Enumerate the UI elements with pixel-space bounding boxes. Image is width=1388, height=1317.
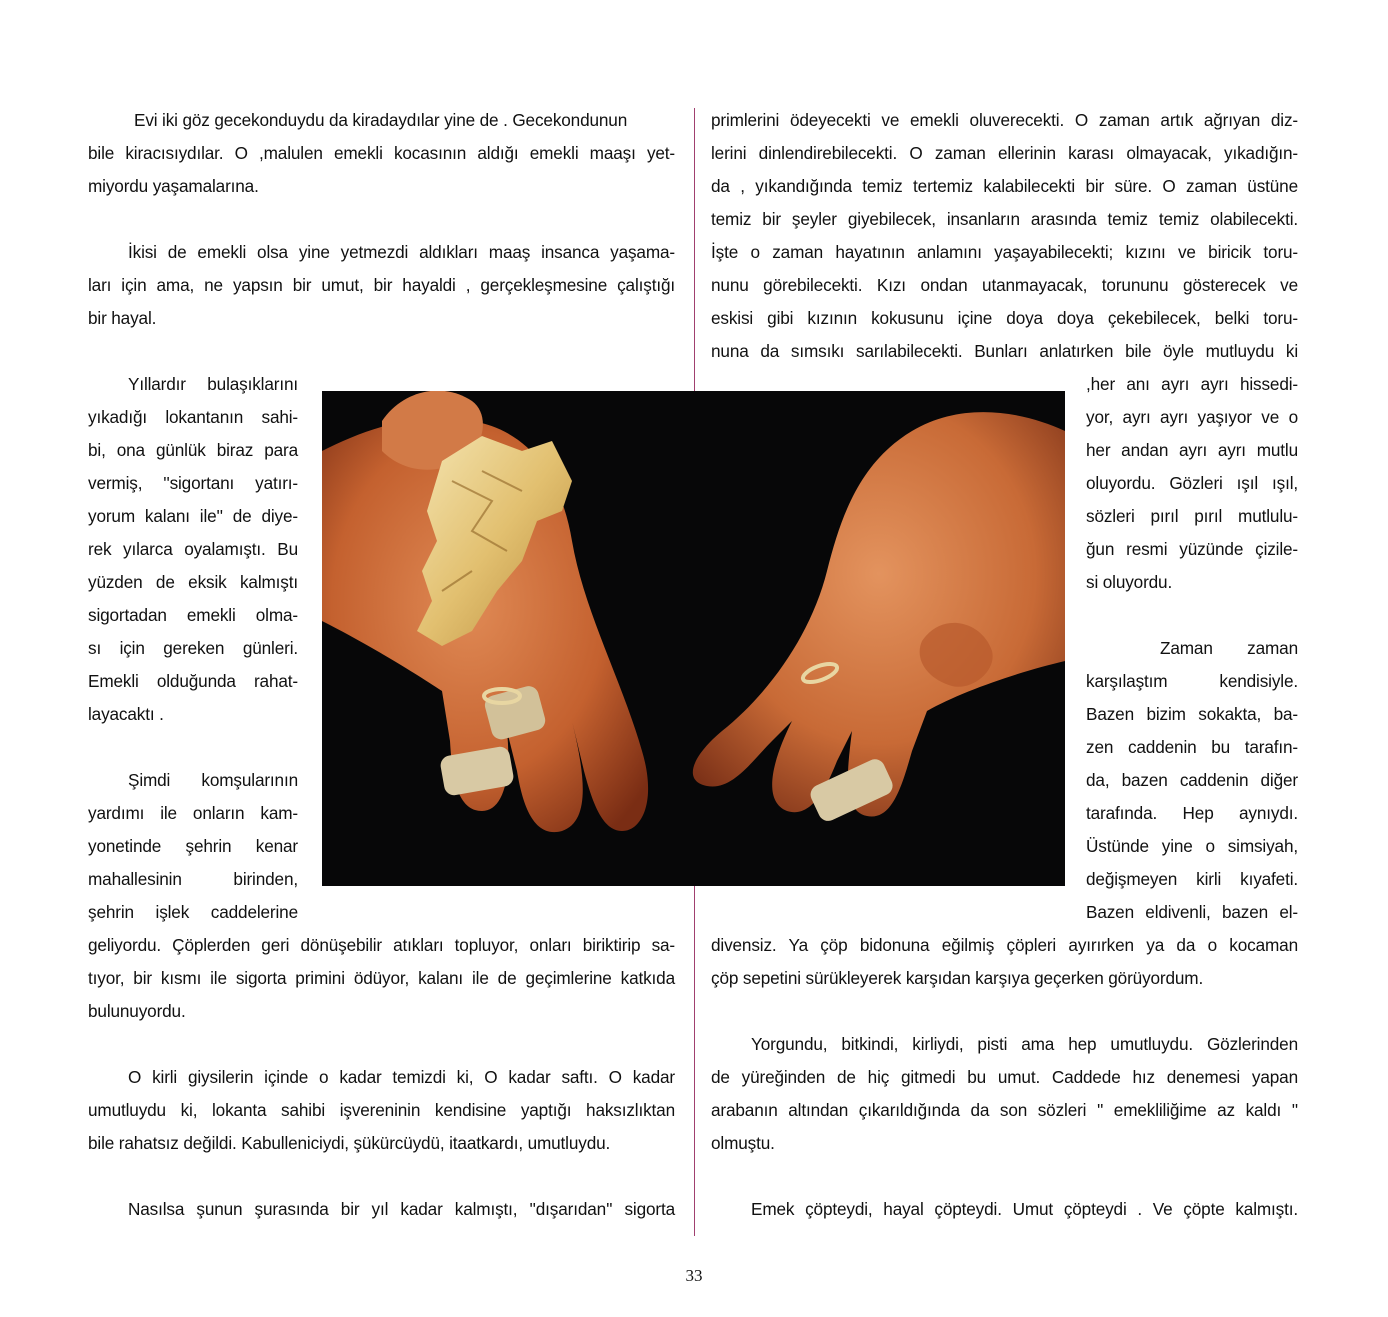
text-line: nuna da sımsıkı sarılabilecekti. Bunları anlatırken bile öyle mutluydu ki	[711, 341, 1298, 361]
text-line: de yüreğinden de hiç gitmedi bu umut. Caddede hız denemesi yapan	[711, 1067, 1298, 1087]
text-line: bile rahatsız değildi. Kabulleniciydi, şükürcüydü, itaatkardı, umutluydu.	[88, 1133, 611, 1153]
text-line: yıkadığı lokantanın sahi-	[88, 407, 298, 427]
text-line: lerini dinlendirebilecekti. O zaman ellerinin karası olmayacak, yıkadığın-	[711, 143, 1298, 163]
text-line: Bazen bizim sokakta, ba-	[1086, 704, 1298, 724]
text-line: oluyordu. Gözleri ışıl ışıl,	[1086, 473, 1298, 493]
text-line: nunu görebilecekti. Kızı ondan utanmayacak, torununu gösterecek ve	[711, 275, 1298, 295]
text-line: da , yıkandığında temiz tertemiz kalabilecekti bir süre. O zaman üstüne	[711, 176, 1298, 196]
text-line: temiz bir şeyler giyebilecek, insanların arasında temiz temiz olabilecekti.	[711, 209, 1298, 229]
text-line: da, bazen caddenin diğer	[1086, 770, 1298, 790]
text-line: si oluyordu.	[1086, 572, 1173, 592]
text-line: Yorgundu, bitkindi, kirliydi, pisti ama hep umutluydu. Gözlerinden	[751, 1034, 1298, 1054]
text-line: bile kiracısıydılar. O ,malulen emekli kocasının aldığı emekli maaşı yet-	[88, 143, 675, 163]
text-line: vermiş, ''sigortanı yatırı-	[88, 473, 298, 493]
text-line: her andan ayrı ayrı mutlu	[1086, 440, 1298, 460]
text-line: sigortadan emekli olma-	[88, 605, 298, 625]
text-line: yardımı ile onların kam-	[88, 803, 298, 823]
text-line: Zaman zaman	[1160, 638, 1298, 658]
text-line: zen caddenin bu tarafın-	[1086, 737, 1298, 757]
text-line: tıyor, bir kısmı ile sigorta primini ödüyor, kalanı ile de geçimlerine katkıda	[88, 968, 675, 988]
text-line: Emekli olduğunda rahat-	[88, 671, 298, 691]
text-line: karşılaştım kendisiyle.	[1086, 671, 1298, 691]
text-line: olmuştu.	[711, 1133, 775, 1153]
hands-photo	[322, 391, 1065, 886]
text-line: ğun resmi yüzünde çizile-	[1086, 539, 1298, 559]
text-line: eskisi gibi kızının kokusunu içine doya doya çekebilecek, belki toru-	[711, 308, 1298, 328]
text-line: İşte o zaman hayatının anlamını yaşayabilecekti; kızını ve biricik toru-	[711, 242, 1298, 262]
text-line: Evi iki göz gecekonduydu da kiradaydılar yine de . Gecekondunun	[134, 110, 628, 130]
text-line: ları için ama, ne yapsın bir umut, bir hayaldi , gerçekleşmesine çalıştığı	[88, 275, 675, 295]
text-line: yor, ayrı ayrı yaşıyor ve o	[1086, 407, 1298, 427]
text-line: sı için gereken günleri.	[88, 638, 298, 658]
page-number: 33	[685, 1266, 703, 1285]
text-line: tarafında. Hep aynıydı.	[1086, 803, 1298, 823]
text-line: bi, ona günlük biraz para	[88, 440, 298, 460]
text-line: Üstünde yine o simsiyah,	[1086, 836, 1298, 856]
text-line: mahallesinin birinden,	[88, 869, 298, 889]
text-line: geliyordu. Çöplerden geri dönüşebilir atıkları topluyor, onları biriktirip sa-	[88, 935, 675, 955]
text-line: İkisi de emekli olsa yine yetmezdi aldıkları maaş insanca yaşama-	[128, 242, 675, 262]
hands-illustration	[322, 391, 1065, 886]
text-line: yonetinde şehrin kenar	[88, 836, 298, 856]
text-line: şehrin işlek caddelerine	[88, 902, 298, 922]
text-line: divensiz. Ya çöp bidonuna eğilmiş çöpleri ayırırken ya da o kocaman	[711, 935, 1298, 955]
text-line: Nasılsa şunun şurasında bir yıl kadar kalmıştı, ''dışarıdan'' sigorta	[128, 1199, 675, 1219]
text-line: arabanın altından çıkarıldığında da son sözleri '' emekliliğime az kaldı ''	[711, 1100, 1298, 1120]
text-line: yorum kalanı ile'' de diye-	[88, 506, 298, 526]
text-line: Yıllardır bulaşıklarını	[128, 374, 298, 394]
text-line: yüzden de eksik kalmıştı	[88, 572, 298, 592]
text-line: rek yılarca oyalamıştı. Bu	[88, 539, 298, 559]
text-line: ,her anı ayrı ayrı hissedi-	[1086, 374, 1298, 394]
text-line: Şimdi komşularının	[128, 770, 298, 790]
text-line: Bazen eldivenli, bazen el-	[1086, 902, 1298, 922]
text-line: miyordu yaşamalarına.	[88, 176, 259, 196]
text-line: primlerini ödeyecekti ve emekli oluverecekti. O zaman artık ağrıyan diz-	[711, 110, 1298, 130]
text-line: umutluydu ki, lokanta sahibi işvereninin kendisine yaptığı haksızlıktan	[88, 1100, 675, 1120]
text-line: değişmeyen kirli kıyafeti.	[1086, 869, 1298, 889]
text-line: çöp sepetini sürükleyerek karşıdan karşıya geçerken görüyordum.	[711, 968, 1204, 988]
text-line: layacaktı .	[88, 704, 164, 724]
text-line: bulunuyordu.	[88, 1001, 186, 1021]
text-line: O kirli giysilerin içinde o kadar temizdi ki, O kadar saftı. O kadar	[128, 1067, 675, 1087]
text-line: bir hayal.	[88, 308, 157, 328]
text-line: Emek çöpteydi, hayal çöpteydi. Umut çöpteydi . Ve çöpte kalmıştı.	[751, 1199, 1298, 1219]
text-line: sözleri pırıl pırıl mutlulu-	[1086, 506, 1298, 526]
